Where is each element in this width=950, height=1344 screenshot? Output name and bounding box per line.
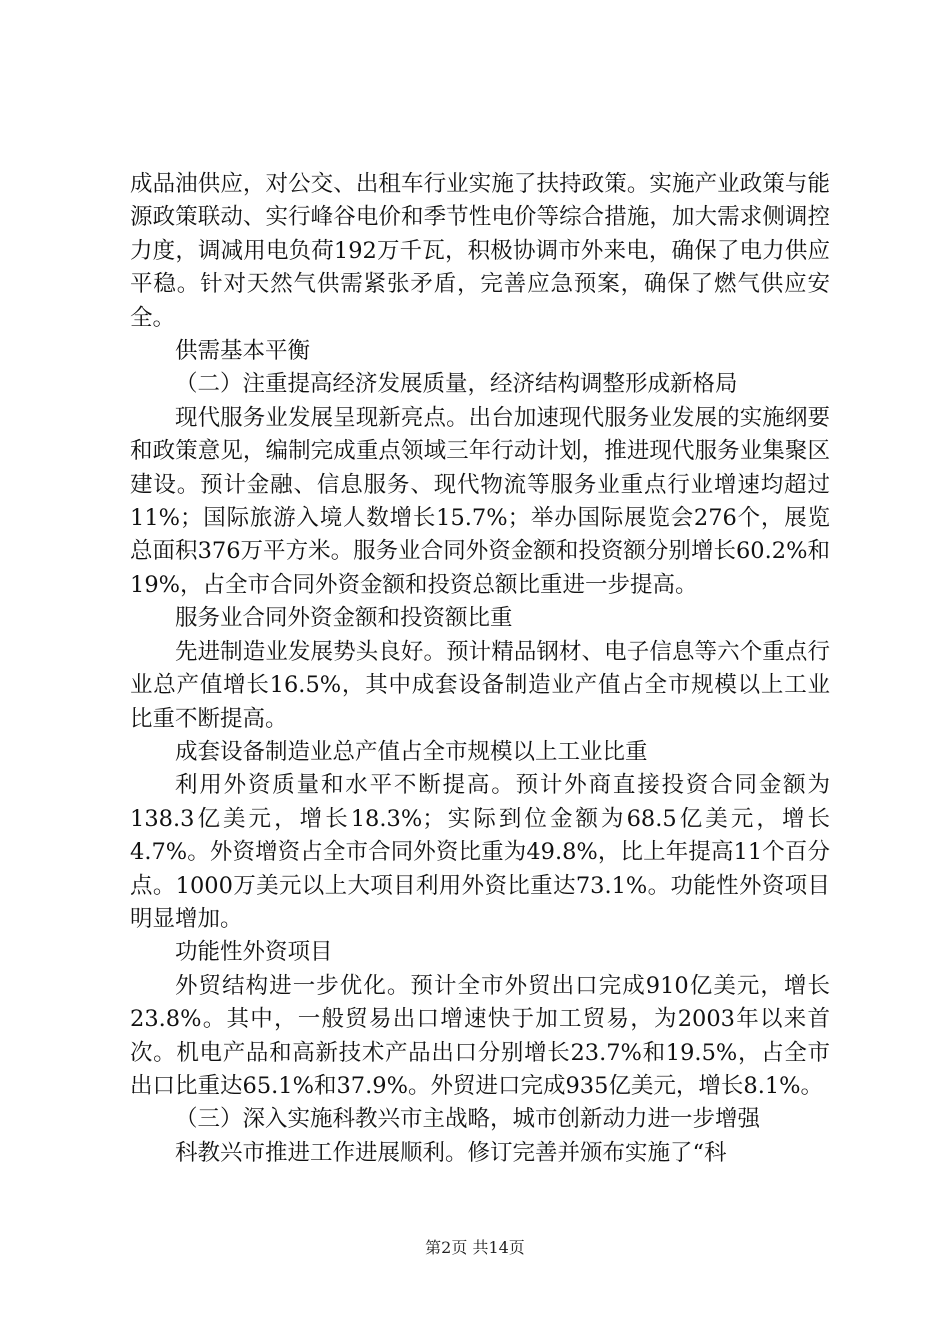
paragraph: 先进制造业发展势头良好。预计精品钢材、电子信息等六个重点行业总产值增长16.5%，其中成套设备制造业产值占全市规模以上工业比重不断提高。 [130, 638, 830, 732]
paragraph: 利用外资质量和水平不断提高。预计外商直接投资合同金额为138.3亿美元，增长18.3%；实际到位金额为68.5亿美元，增长4.7%。外资增资占全市合同外资比重为49.8%，比上年提高11个百分点。1000万美元以上大项目利用外资比重达73.1%。功能性外资项目明显增加。 [130, 772, 830, 932]
paragraph: 现代服务业发展呈现新亮点。出台加速现代服务业发展的实施纲要和政策意见，编制完成重点领域三年行动计划，推进现代服务业集聚区建设。预计金融、信息服务、现代物流等服务业重点行业增速均超过11%；国际旅游入境人数增长15.7%；举办国际展览会276个，展览总面积376万平方米。服务业合同外资金额和投资额分别增长60.2%和19%，占全市合同外资金额和投资总额比重进一步提高。 [130, 404, 830, 598]
paragraph-continuation: 成品油供应，对公交、出租车行业实施了扶持政策。实施产业政策与能源政策联动、实行峰谷电价和季节性电价等综合措施，加大需求侧调控力度，调减用电负荷192万千瓦，积极协调市外来电，确保了电力供应平稳。针对天然气供需紧张矛盾，完善应急预案，确保了燃气供应安全。 [130, 171, 830, 331]
paragraph-caption: 供需基本平衡 [175, 338, 311, 365]
paragraph-caption: 功能性外资项目 [175, 939, 333, 966]
paragraph-caption: 服务业合同外资金额和投资额比重 [175, 605, 513, 632]
paragraph: 外贸结构进一步优化。预计全市外贸出口完成910亿美元，增长23.8%。其中，一般贸易出口增速快于加工贸易，为2003年以来首次。机电产品和高新技术产品出口分别增长23.7%和19.5%，占全市出口比重达65.1%和37.9%。外贸进口完成935亿美元，增长8.1%。 [130, 972, 830, 1099]
paragraph-caption: 成套设备制造业总产值占全市规模以上工业比重 [175, 738, 648, 765]
section-heading: （二）注重提高经济发展质量，经济结构调整形成新格局 [175, 371, 738, 398]
page-footer: 第2页 共14页 [425, 1238, 525, 1257]
body-text [130, 168, 830, 1170]
paragraph: 科教兴市推进工作进展顺利。修订完善并颁布实施了“科 [175, 1139, 727, 1166]
section-heading: （三）深入实施科教兴市主战略，城市创新动力进一步增强 [175, 1106, 761, 1133]
